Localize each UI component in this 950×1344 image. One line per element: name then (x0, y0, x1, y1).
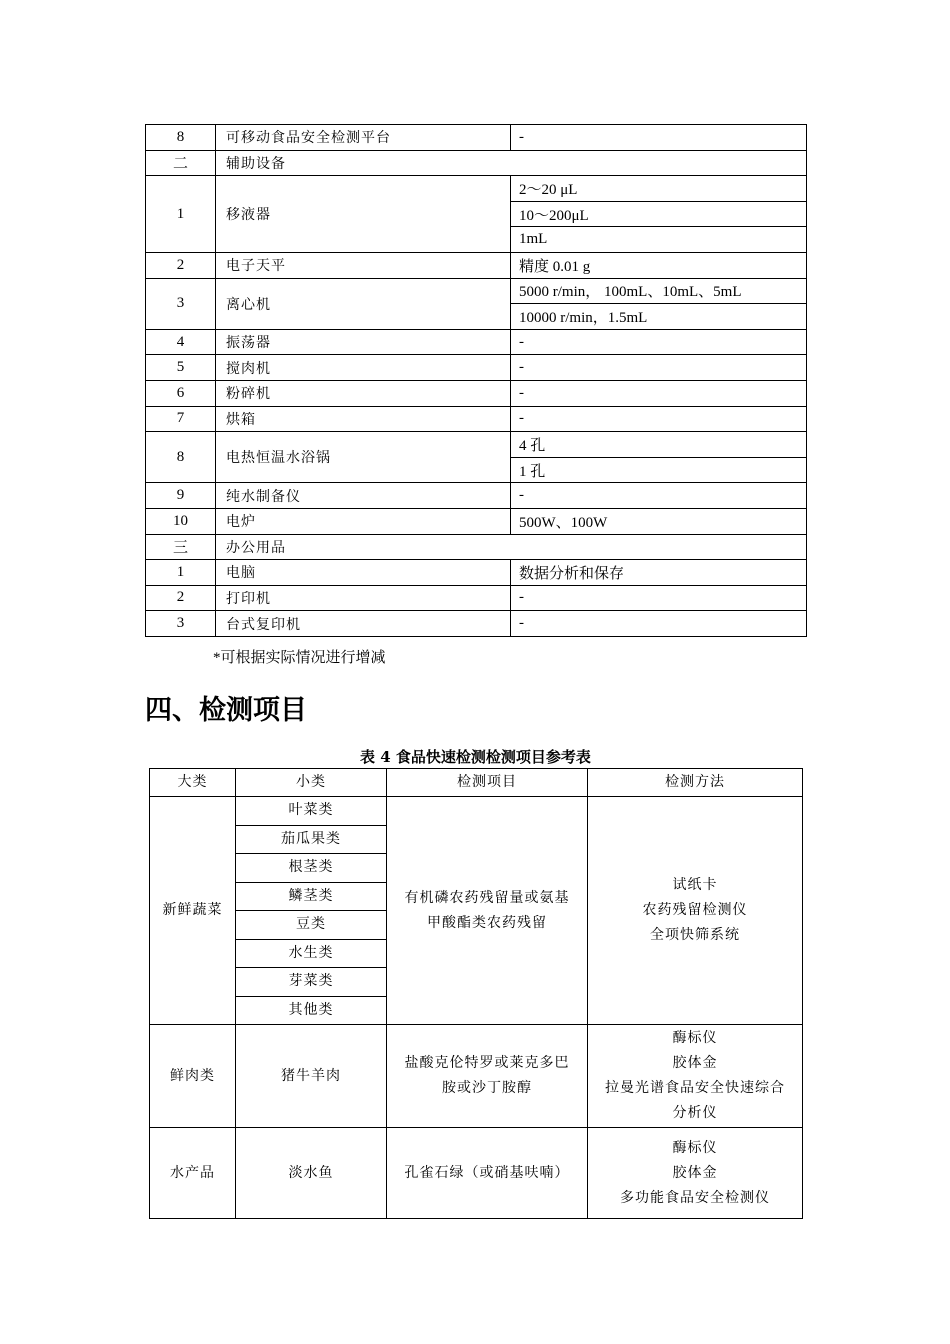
row-number-cell: 2 (146, 585, 216, 611)
row-number-cell: 5 (146, 355, 216, 381)
row-number-cell: 二 (146, 150, 216, 176)
category-cell: 新鲜蔬菜 (150, 797, 236, 1025)
table-row (146, 176, 807, 202)
test-method-cell (588, 1128, 803, 1219)
equipment-name-cell: 电子天平 (216, 252, 511, 278)
row-number-cell: 6 (146, 380, 216, 406)
method-line: 分析仪 (672, 1105, 718, 1121)
method-line: 胶体金 (672, 1055, 718, 1071)
header-cell: 小类 (236, 769, 387, 797)
spec-cell: 10000 r/min，1.5mL (511, 304, 807, 330)
subcategory-cell: 根茎类 (236, 854, 387, 883)
method-line: 农药残留检测仪 (642, 902, 748, 918)
header-cell: 检测项目 (387, 769, 588, 797)
spec-cell: 4 孔 (511, 432, 807, 458)
spec-cell: - (511, 355, 807, 381)
section-row (146, 150, 807, 176)
spec-cell: - (511, 611, 807, 637)
spec-cell: 1 孔 (511, 457, 807, 483)
test-item-line: 胺或沙丁胺醇 (442, 1080, 532, 1096)
equipment-name-cell: 打印机 (216, 585, 511, 611)
subcategory-cell: 鳞茎类 (236, 882, 387, 911)
spec-cell: 1mL (511, 227, 807, 253)
equipment-name-cell: 纯水制备仪 (216, 483, 511, 509)
subcategory-cell: 其他类 (236, 996, 387, 1025)
table-row (146, 355, 807, 381)
test-item-line: 甲酸酯类农药残留 (427, 914, 547, 931)
table-row (150, 1025, 803, 1128)
spec-cell: 5000 r/min， 100mL、10mL、5mL (511, 278, 807, 304)
equipment-name-cell: 移液器 (216, 176, 511, 253)
section-title-cell: 办公用品 (216, 534, 807, 560)
subcategory-cell: 水生类 (236, 939, 387, 968)
table-row (150, 797, 803, 826)
table-row (146, 483, 807, 509)
equipment-name-cell: 电热恒温水浴锅 (216, 432, 511, 483)
equipment-name-cell: 电炉 (216, 508, 511, 534)
spec-cell: 10～200μL (511, 201, 807, 227)
spec-cell: - (511, 125, 807, 151)
table-note: *可根据实际情况进行增减 (213, 650, 386, 666)
subcategory-cell: 豆类 (236, 911, 387, 940)
equipment-name-cell: 电脑 (216, 560, 511, 586)
table-header-row (150, 769, 803, 797)
row-number-cell: 1 (146, 560, 216, 586)
table-row (146, 406, 807, 432)
subcategory-cell: 猪牛羊肉 (236, 1025, 387, 1128)
method-line: 胶体金 (672, 1164, 718, 1181)
row-number-cell: 10 (146, 508, 216, 534)
equipment-name-cell: 离心机 (216, 278, 511, 329)
method-line: 酶标仪 (672, 1139, 718, 1156)
spec-cell: - (511, 380, 807, 406)
equipment-name-cell: 可移动食品安全检测平台 (216, 125, 511, 151)
detection-items-table (149, 768, 803, 1219)
table-row (146, 125, 807, 151)
equipment-name-cell: 烘箱 (216, 406, 511, 432)
spec-cell: 精度 0.01 g (511, 252, 807, 278)
row-number-cell: 3 (146, 611, 216, 637)
row-number-cell: 1 (146, 176, 216, 253)
table-row (146, 278, 807, 304)
row-number-cell: 4 (146, 329, 216, 355)
subcategory-cell: 茄瓜果类 (236, 825, 387, 854)
test-item-line: 有机磷农药残留量或氨基 (404, 889, 570, 906)
test-method-cell (588, 797, 803, 1025)
method-line: 多功能食品安全检测仪 (620, 1189, 770, 1206)
row-number-cell: 9 (146, 483, 216, 509)
method-line: 全项快筛系统 (650, 927, 740, 943)
table-caption: 表 4 食品快速检测检测项目参考表 (360, 748, 591, 766)
test-item-cell (387, 1025, 588, 1128)
row-number-cell: 8 (146, 432, 216, 483)
test-item-cell: 孔雀石绿（或硝基呋喃） (387, 1128, 588, 1219)
header-cell: 大类 (150, 769, 236, 797)
table-row (146, 252, 807, 278)
subcategory-cell: 淡水鱼 (236, 1128, 387, 1219)
equipment-name-cell: 搅肉机 (216, 355, 511, 381)
spec-cell: - (511, 329, 807, 355)
test-method-cell (588, 1025, 803, 1128)
table-row (146, 380, 807, 406)
table-row (150, 1128, 803, 1219)
spec-cell: 500W、100W (511, 508, 807, 534)
subcategory-cell: 芽菜类 (236, 968, 387, 997)
table-row (146, 585, 807, 611)
spec-cell: - (511, 483, 807, 509)
table-row (146, 432, 807, 458)
spec-cell: 数据分析和保存 (511, 560, 807, 586)
row-number-cell: 2 (146, 252, 216, 278)
header-cell: 检测方法 (588, 769, 803, 797)
section-title-cell: 辅助设备 (216, 150, 807, 176)
test-item-cell (387, 797, 588, 1025)
equipment-name-cell: 台式复印机 (216, 611, 511, 637)
table-row (146, 508, 807, 534)
category-cell: 水产品 (150, 1128, 236, 1219)
subcategory-cell: 叶菜类 (236, 797, 387, 826)
method-line: 拉曼光谱食品安全快速综合 (605, 1080, 785, 1096)
table-row (146, 560, 807, 586)
equipment-table (145, 124, 807, 637)
section-heading: 四、检测项目 (145, 695, 307, 726)
method-line: 酶标仪 (672, 1030, 718, 1046)
row-number-cell: 3 (146, 278, 216, 329)
spec-cell: - (511, 406, 807, 432)
row-number-cell: 7 (146, 406, 216, 432)
test-item-line: 盐酸克伦特罗或莱克多巴 (404, 1055, 570, 1071)
spec-cell: - (511, 585, 807, 611)
table-row (146, 611, 807, 637)
spec-cell: 2～20 μL (511, 176, 807, 202)
table-row (146, 329, 807, 355)
section-row (146, 534, 807, 560)
method-line: 试纸卡 (672, 877, 718, 893)
equipment-name-cell: 粉碎机 (216, 380, 511, 406)
equipment-name-cell: 振荡器 (216, 329, 511, 355)
row-number-cell: 8 (146, 125, 216, 151)
row-number-cell: 三 (146, 534, 216, 560)
category-cell: 鲜肉类 (150, 1025, 236, 1128)
